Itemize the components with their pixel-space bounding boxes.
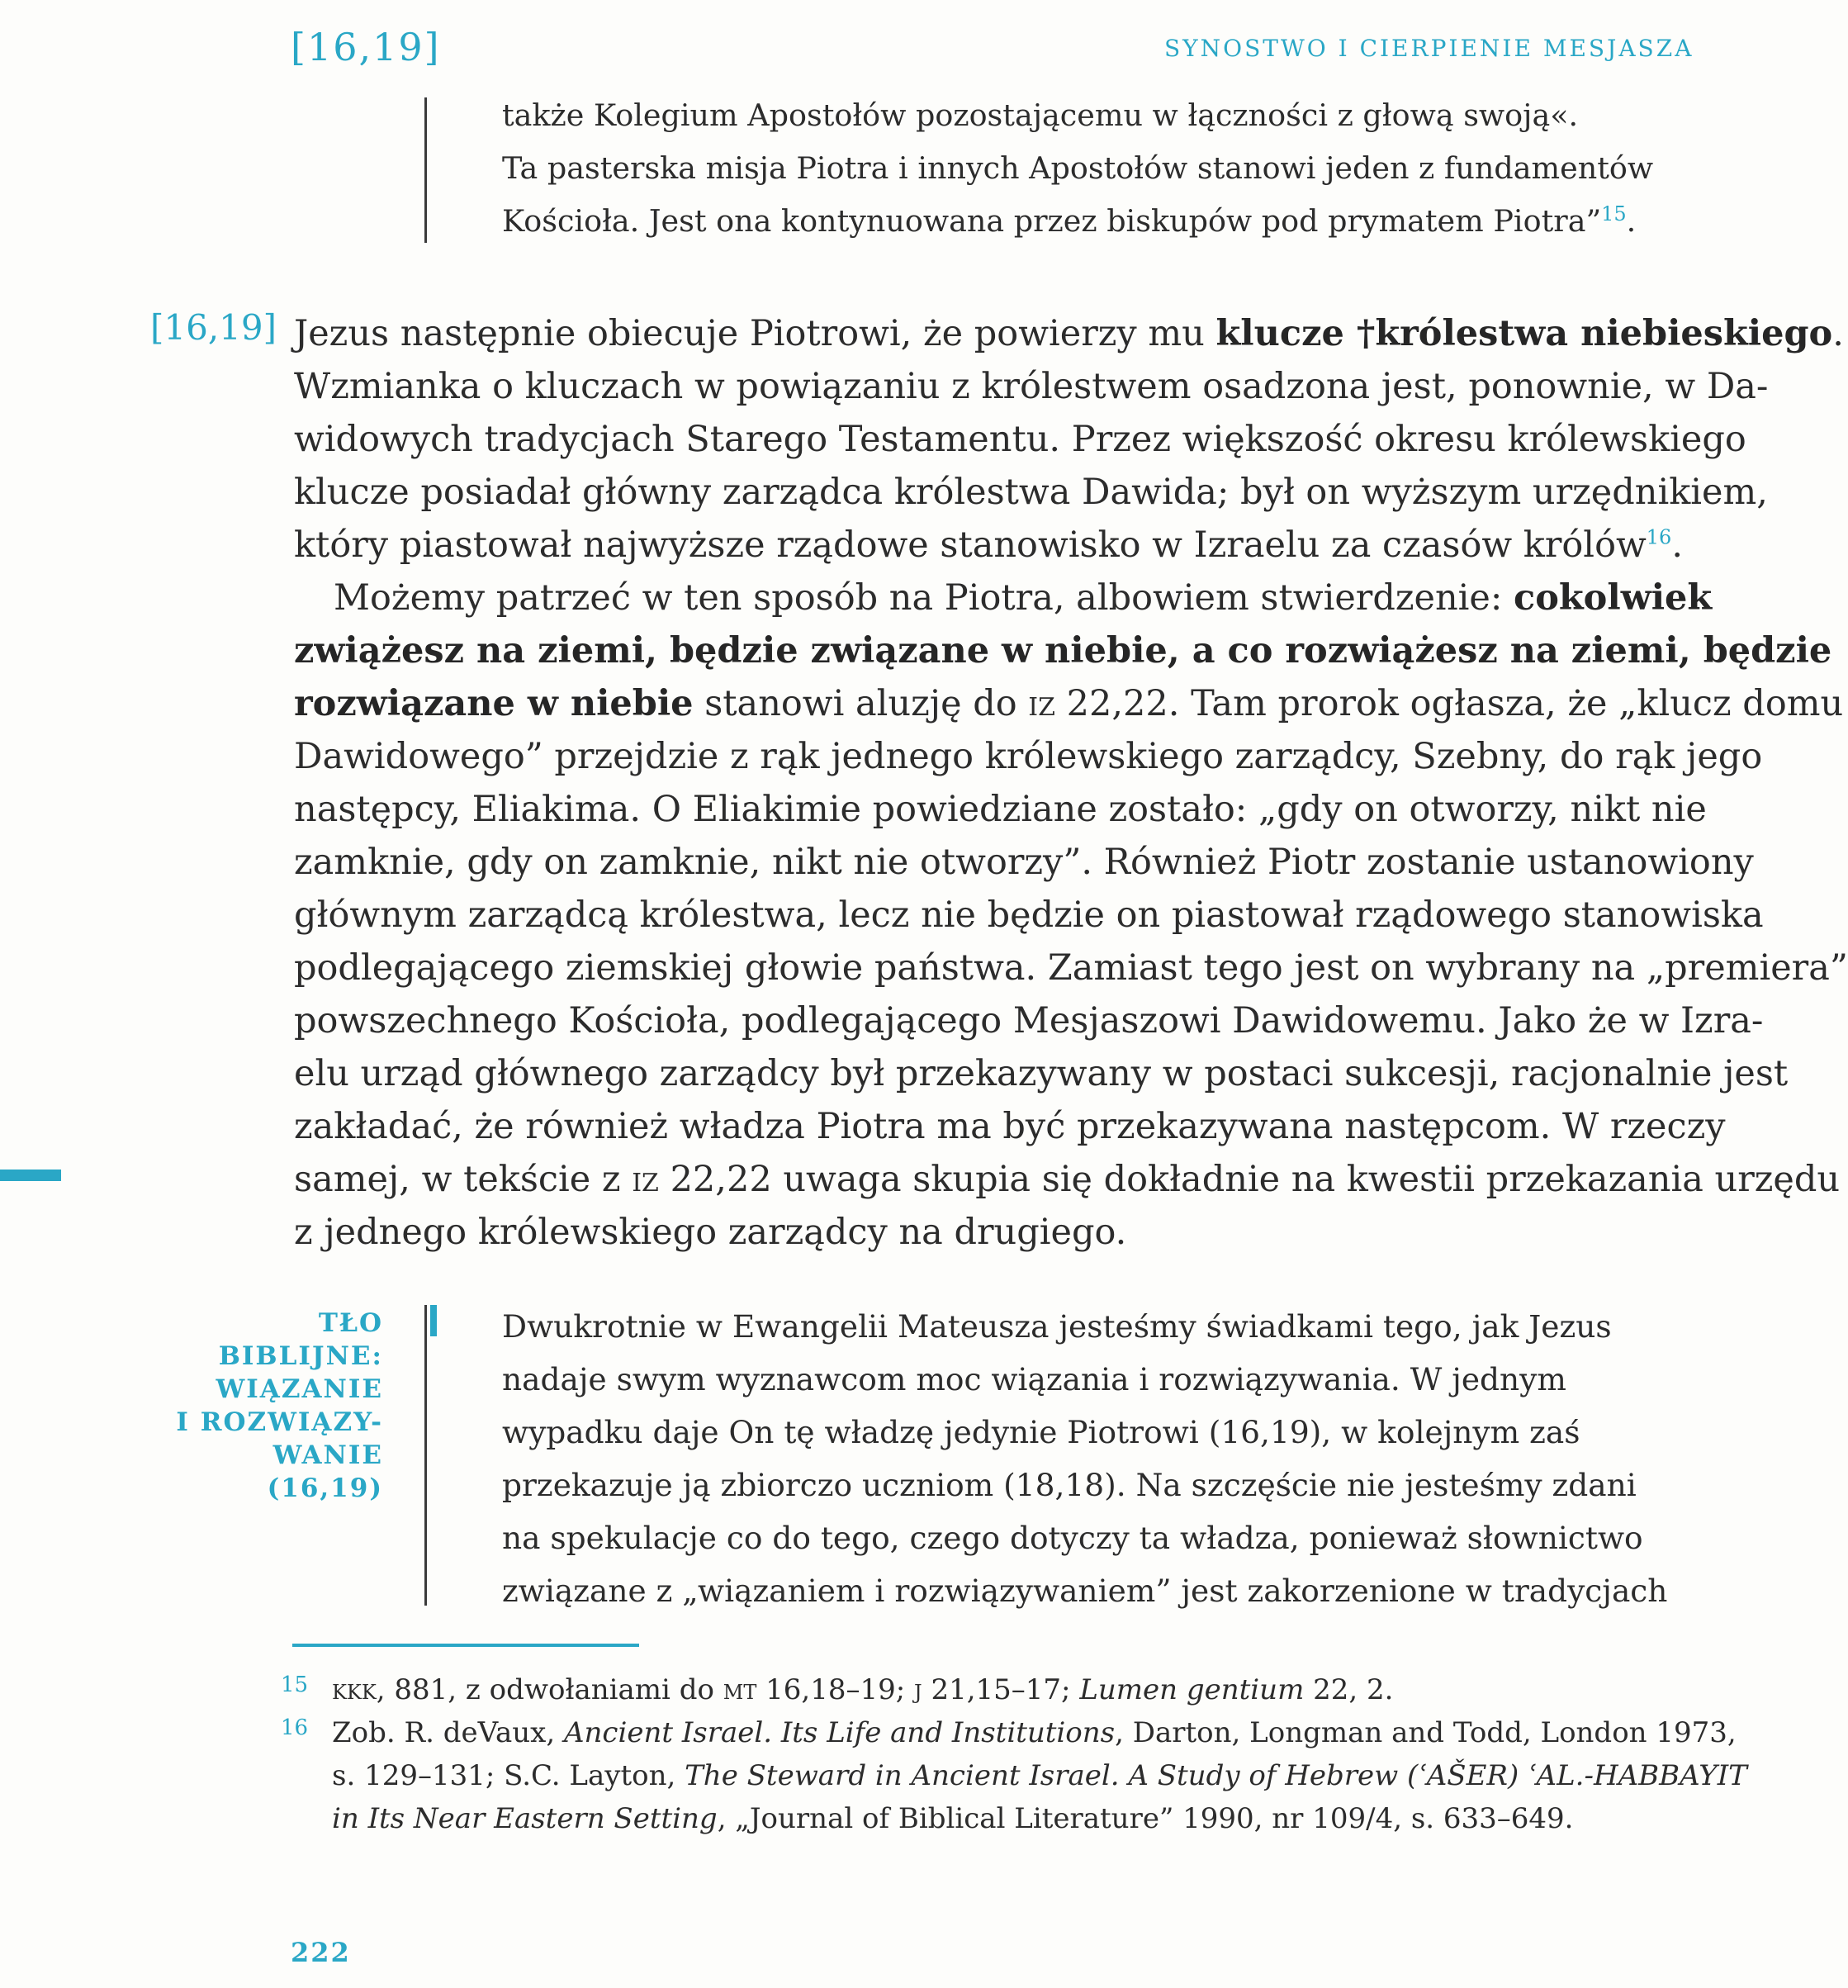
thumb-index-mark (0, 1170, 61, 1181)
paragraph-line: zamknie, gdy on zamknie, nikt nie otworzy”. Również Piotr zostanie ustanowiony (294, 842, 1754, 883)
text-run: j (914, 1673, 922, 1706)
text-run: 21,15–17; (922, 1673, 1080, 1706)
paragraph-line (294, 1153, 1841, 1206)
sidebar-text (502, 1300, 1668, 1617)
section-ref: [16,19] (150, 307, 277, 348)
footnote-line (332, 1797, 1635, 1840)
text-run: mt (723, 1673, 757, 1706)
paragraph-line: elu urząd głównego zarządcy był przekazywany w postaci sukcesji, racjonalnie jest (294, 1053, 1789, 1094)
commentary-text (294, 307, 1848, 1259)
quote-line (502, 195, 1642, 248)
sidebar-line: wypadku daje On tę władzę jedynie Piotrowi (16,19), w kolejnym zaś (502, 1414, 1580, 1450)
book-abbrev: iz (632, 1159, 659, 1200)
footnote-marker-16: 16 (1646, 525, 1672, 549)
page-number: 222 (291, 1937, 351, 1968)
footnote-body (332, 1711, 1747, 1840)
sidebar-rule (424, 1305, 427, 1606)
paragraph-line (294, 624, 1832, 677)
paragraph-line (294, 307, 1844, 360)
paragraph-line: Wzmianka o kluczach w powiązaniu z królestwem osadzona jest, ponownie, w Da- (294, 366, 1769, 407)
sidebar-line: nadaje swym wyznawcom moc wiązania i rozwiązywania. W jednym (502, 1361, 1566, 1397)
text-run: stanowi aluzję do (693, 683, 1029, 724)
book-abbrev: iz (1028, 683, 1055, 724)
text-run: samej, w tekście z (294, 1159, 633, 1200)
bold-phrase: zwiążesz na ziemi, będzie związane w niebie, a co rozwiążesz na ziemi, będzie (294, 630, 1832, 671)
running-header-ref: [16,19] (291, 25, 441, 69)
text-run: kkk (332, 1673, 377, 1706)
text-run: 16,18–19; (756, 1673, 915, 1706)
paragraph-line: widowych tradycjach Starego Testamentu. Przez większość okresu królewskiego (294, 419, 1746, 460)
sidebar-heading-line: TŁO BIBLIJNE: (218, 1308, 383, 1371)
sidebar-line: związane z „wiązaniem i rozwiązywaniem” jest zakorzenione w tradycjach (502, 1573, 1668, 1609)
quote-rule (424, 97, 427, 243)
footnote-line (332, 1754, 1747, 1797)
text-run: Możemy patrzeć w ten sposób na Piotra, albowiem stwierdzenie: (334, 577, 1514, 619)
paragraph-line: zakładać, że również władza Piotra ma być przekazywana następcom. W rzeczy (294, 1106, 1726, 1147)
text-run: The Steward in Ancient Israel. A Study of Hebrew (ʿAŠER) ʿAL.-HABBAYIT (685, 1759, 1747, 1792)
text-run: Ancient Israel. Its Life and Institutions (563, 1716, 1116, 1749)
bold-phrase: cokolwiek (1514, 577, 1713, 619)
paragraph-line (294, 572, 1713, 624)
text-run: , Darton, Longman and Todd, London 1973, (1115, 1716, 1737, 1749)
sidebar-heading (162, 1307, 383, 1505)
text-run: , „Journal of Biblical Literature” 1990, nr 109/4, s. 633–649. (717, 1802, 1574, 1835)
quote-line: także Kolegium Apostołów pozostającemu w łączności z głową swoją«. (502, 97, 1579, 133)
paragraph-line (294, 677, 1844, 730)
footnote-rule (292, 1644, 639, 1647)
text-run: 22,22. Tam prorok ogłasza, że „klucz domu (1054, 683, 1844, 724)
text-run: . (1832, 313, 1844, 354)
paragraph-line: klucze posiadał główny zarządca królestwa Dawida; był on wyższym urzędnikiem, (294, 472, 1768, 513)
paragraph-line: Dawidowego” przejdzie z rąk jednego królewskiego zarządcy, Szebny, do rąk jego (294, 736, 1763, 777)
text-run: . (1671, 524, 1683, 566)
sidebar-heading-line: WIĄZANIE (216, 1374, 383, 1404)
footnote-body (332, 1668, 1635, 1711)
running-header-title: SYNOSTWO I CIERPIENIE MESJASZA (1164, 35, 1694, 62)
paragraph-line: z jednego królewskiego zarządcy na drugiego. (294, 1212, 1127, 1253)
bold-phrase: klucze †królestwa niebieskiego (1215, 313, 1833, 354)
quote-line-end: . (1626, 203, 1637, 239)
text-run: Zob. R. deVaux, (332, 1716, 564, 1749)
footnote-16 (281, 1711, 1747, 1840)
footnote-number: 15 (281, 1672, 309, 1697)
sidebar-heading-line: WANIE (16,19) (267, 1440, 383, 1503)
footnote-line (332, 1711, 1737, 1754)
paragraph-line: podlegającego ziemskiej głowie państwa. Zamiast tego jest on wybrany na „premiera” (294, 947, 1848, 989)
quote-block (502, 89, 1654, 248)
sidebar-line: na spekulacje co do tego, czego dotyczy ta władza, ponieważ słownictwo (502, 1520, 1643, 1556)
paragraph-line: następcy, Eliakima. O Eliakimie powiedziane zostało: „gdy on otworzy, nikt nie (294, 789, 1707, 830)
text-run: in Its Near Eastern Setting (332, 1802, 718, 1835)
quote-line-text: Kościoła. Jest ona kontynuowana przez biskupów pod prymatem Piotra” (502, 203, 1602, 239)
text-run: 22,22 uwaga skupia się dokładnie na kwestii przekazania urzędu (658, 1159, 1841, 1200)
paragraph-line (294, 519, 1683, 572)
footnote-15 (281, 1668, 1635, 1711)
bold-phrase: rozwiązane w niebie (294, 683, 694, 724)
text-run: s. 129–131; S.C. Layton, (332, 1759, 685, 1792)
paragraph-line: głównym zarządcą królestwa, lecz nie będzie on piastował rządowego stanowiska (294, 894, 1764, 936)
sidebar-line: przekazuje ją zbiorczo uczniom (18,18). Na szczęście nie jesteśmy zdani (502, 1467, 1637, 1503)
text-run: który piastował najwyższe rządowe stanowisko w Izraelu za czasów królów (294, 524, 1647, 566)
text-run: , 881, z odwołaniami do (376, 1673, 723, 1706)
text-run: 22, 2. (1304, 1673, 1394, 1706)
paragraph-line: powszechnego Kościoła, podlegającego Mesjaszowi Dawidowemu. Jako że w Izra- (294, 1000, 1764, 1041)
footnote-line (332, 1668, 1635, 1711)
footnote-number: 16 (281, 1715, 309, 1740)
quote-line: Ta pasterska misja Piotra i innych Apostołów stanowi jeden z fundamentów (502, 150, 1654, 186)
sidebar-heading-line: I ROZWIĄZY- (176, 1407, 383, 1437)
footnote-marker-15: 15 (1601, 202, 1627, 225)
sidebar-line: Dwukrotnie w Ewangelii Mateusza jesteśmy świadkami tego, jak Jezus (502, 1308, 1612, 1345)
text-run: Lumen gentium (1079, 1673, 1305, 1706)
sidebar-rule-accent (430, 1305, 437, 1336)
text-run: Jezus następnie obiecuje Piotrowi, że powierzy mu (294, 313, 1216, 354)
